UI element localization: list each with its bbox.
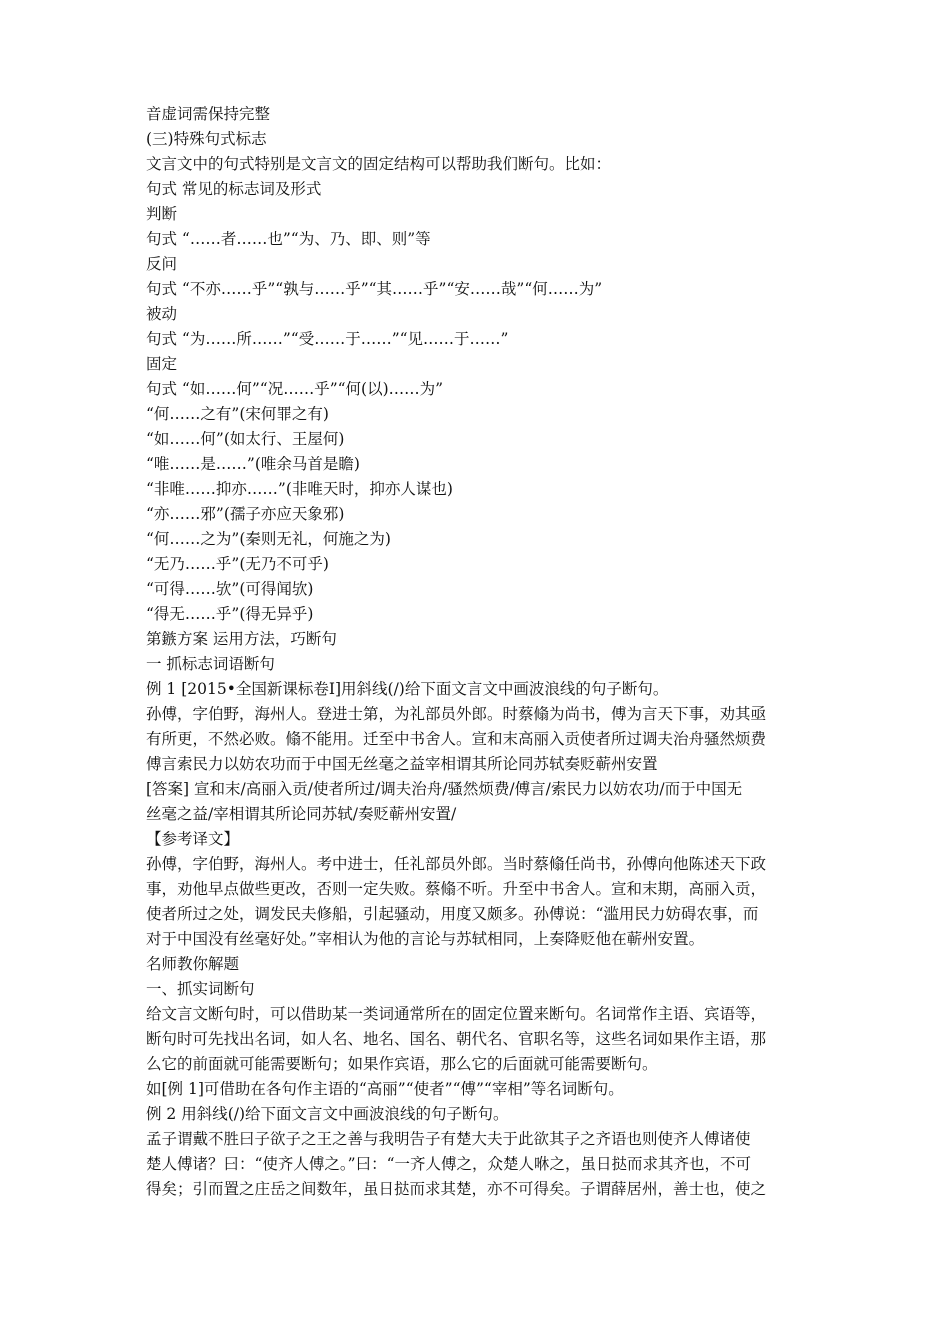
text-line: 得矣；引而置之庄岳之间数年，虽日挞而求其楚，亦不可得矣。子谓薛居州，善士也，使之 — [146, 1180, 767, 1198]
text-line: 文言文中的句式特别是文言文的固定结构可以帮助我们断句。比如： — [146, 155, 612, 173]
pattern-example: “唯……是……”(唯余马首是瞻) — [146, 455, 360, 473]
text-line: 使者所过之处，调发民夫修船，引起骚动，用度又颇多。孙傅说：“滥用民力妨碍农事，而 — [146, 905, 759, 923]
method-paragraph — [146, 1002, 822, 1077]
section-heading: (三)特殊句式标志 — [146, 130, 267, 148]
text-line: 给文言文断句时，可以借助某一类词通常所在的固定位置来断句。名词常作主语、宾语等， — [146, 1005, 767, 1023]
pattern-example: “非唯……抑亦……”(非唯天时，抑亦人谋也) — [146, 480, 453, 498]
section-heading: 第鏃方案 运用方法，巧断句 — [146, 630, 337, 648]
text-line: 楚人傅诸？曰：“使齐人傅之。”曰：“一齐人傅之，众楚人咻之，虽日挞而求其齐也，不可 — [146, 1155, 752, 1173]
subsection-heading: 一 抓标志词语断句 — [146, 655, 275, 673]
example2-passage — [146, 1127, 822, 1202]
text-line: 丝毫之益/宰相谓其所论同苏轼/奏贬蕲州安置/ — [146, 805, 457, 823]
example-heading: 例 1 [2015•全国新课标卷Ⅰ]用斜线(/)给下面文言文中画波浪线的句子断句。 — [146, 680, 669, 698]
table-row: 判断 — [146, 205, 178, 223]
text-line: 傅言索民力以妨农功而于中国无丝毫之益宰相谓其所论同苏轼奏贬蕲州安置 — [146, 755, 658, 773]
pattern-example: “何……之为”(秦则无礼，何施之为) — [146, 530, 391, 548]
text-line: 么它的前面就可能需要断句；如果作宾语，那么它的后面就可能需要断句。 — [146, 1055, 658, 1073]
text-line: [答案] 宣和末/高丽入贡/使者所过/调夫治舟/骚然烦费/傅言/索民力以妨农功/而于中国无 — [146, 780, 743, 798]
example1-passage — [146, 702, 822, 777]
text-line: 有所更，不然必败。翛不能用。迁至中书舍人。宣和末高丽入贡使者所过调夫治舟骚然烦费 — [146, 730, 767, 748]
pattern-example: “何……之有”(宋何罪之有) — [146, 405, 329, 423]
answer-block — [146, 777, 822, 827]
translation-block — [146, 852, 822, 952]
table-header: 句式 常见的标志词及形式 — [146, 180, 322, 198]
pattern-example: “亦……邪”(孺子亦应天象邪) — [146, 505, 345, 523]
document-page — [146, 102, 822, 1202]
text-line: 如[例 1]可借助在各句作主语的“高丽”“使者”“傅”“宰相”等名词断句。 — [146, 1080, 624, 1098]
table-row: 句式 “为……所……”“受……于……”“见……于……” — [146, 330, 509, 348]
example-heading: 例 2 用斜线(/)给下面文言文中画波浪线的句子断句。 — [146, 1105, 509, 1123]
table-row: 句式 “如……何”“况……乎”“何(以)……为” — [146, 380, 444, 398]
section-heading: 名师教你解题 — [146, 955, 240, 973]
text-line: 孟子谓戴不胜曰子欲子之王之善与我明告子有楚大夫于此欲其子之齐语也则使齐人傅诸使 — [146, 1130, 751, 1148]
text-line: 孙傅，字伯野，海州人。考中进士，任礼部员外郎。当时蔡翛任尚书，孙傅向他陈述天下政 — [146, 855, 767, 873]
pattern-example: “得无……乎”(得无异乎) — [146, 605, 314, 623]
table-row: 被动 — [146, 305, 178, 323]
table-row: 固定 — [146, 355, 178, 373]
table-row: 句式 “……者……也”“为、乃、即、则”等 — [146, 230, 431, 248]
sentence-pattern-section — [146, 102, 822, 702]
pattern-example: “可得……欤”(可得闻欤) — [146, 580, 314, 598]
text-line: 音虚词需保持完整 — [146, 105, 271, 123]
pattern-example: “无乃……乎”(无乃不可乎) — [146, 555, 329, 573]
text-line: 孙傅，字伯野，海州人。登进士第，为礼部员外郎。时蔡翛为尚书，傅为言天下事，劝其亟 — [146, 705, 767, 723]
subsection-heading: 一、抓实词断句 — [146, 980, 255, 998]
pattern-example: “如……何”(如太行、王屋何) — [146, 430, 345, 448]
table-row: 句式 “不亦……乎”“孰与……乎”“其……乎”“安……哉”“何……为” — [146, 280, 603, 298]
table-row: 反问 — [146, 255, 178, 273]
translation-heading: 【参考译文】 — [146, 830, 240, 848]
text-line: 断句时可先找出名词，如人名、地名、国名、朝代名、官职名等，这些名词如果作主语，那 — [146, 1030, 767, 1048]
text-line: 对于中国没有丝毫好处。”宰相认为他的言论与苏轼相同，上奏降贬他在蕲州安置。 — [146, 930, 705, 948]
text-line: 事，劝他早点做些更改，否则一定失败。蔡翛不听。升至中书舍人。宣和末期，高丽入贡， — [146, 880, 767, 898]
